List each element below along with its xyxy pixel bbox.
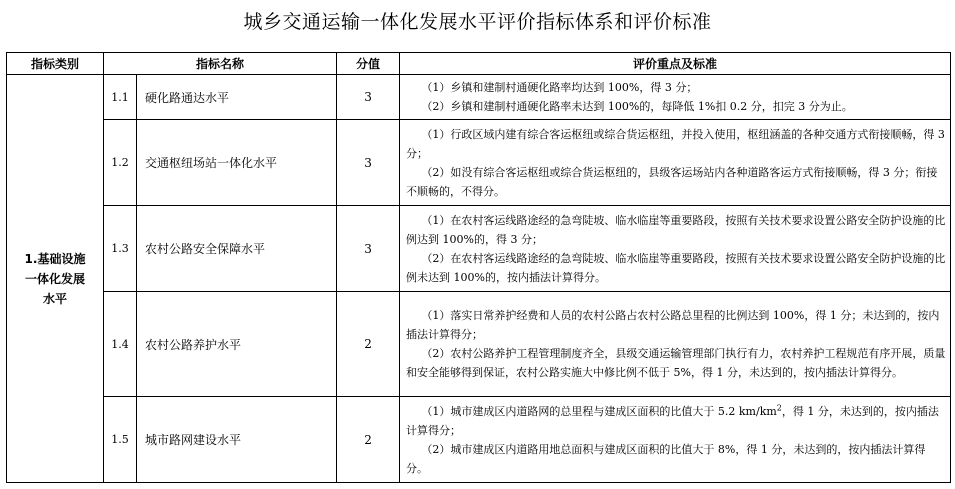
header-criteria: 评价重点及标准 xyxy=(400,53,951,75)
row-number: 1.3 xyxy=(104,206,137,292)
row-number: 1.5 xyxy=(104,397,137,483)
criteria-item: （2）乡镇和建制村通硬化路率未达到 100%的，每降低 1%扣 0.2 分，扣完 3 分为止。 xyxy=(421,100,853,113)
category-cell xyxy=(7,75,104,483)
criteria-cell xyxy=(400,206,951,292)
criteria-item: （1）在农村客运线路途经的急弯陡坡、临水临崖等重要路段，按照有关技术要求设置公路安全防护设施的比例达到 100%的，得 3 分； xyxy=(406,213,946,246)
indicator-name: 农村公路安全保障水平 xyxy=(137,206,337,292)
header-name: 指标名称 xyxy=(104,53,337,75)
criteria-cell xyxy=(400,292,951,397)
page-title: 城乡交通运输一体化发展水平评价指标体系和评价标准 xyxy=(243,11,712,33)
criteria-text: （1）城市建成区内道路网的总里程与建成区面积的比值大于 5.2 km/km xyxy=(421,404,777,418)
superscript-exponent: 2 xyxy=(776,402,782,412)
indicator-score: 2 xyxy=(337,397,400,483)
category-line-1: 1.基础设施 xyxy=(24,251,86,266)
criteria-item: （1）落实日常养护经费和人员的农村公路占农村公路总里程的比例达到 100%，得 1 分；未达到的，按内插法计算得分； xyxy=(406,309,940,341)
indicator-name: 交通枢纽场站一体化水平 xyxy=(137,120,337,206)
row-number: 1.1 xyxy=(104,75,137,120)
criteria-item xyxy=(406,402,946,440)
row-number: 1.2 xyxy=(104,120,137,206)
category-line-3: 水平 xyxy=(42,291,67,306)
row-number: 1.4 xyxy=(104,292,137,397)
indicator-score: 3 xyxy=(337,206,400,292)
indicator-name: 农村公路养护水平 xyxy=(137,292,337,397)
criteria-cell xyxy=(400,120,951,206)
table-row xyxy=(7,206,951,292)
criteria-item: （1）行政区域内建有综合客运枢纽或综合货运枢纽，并投入使用，枢纽涵盖的各种交通方式衔接顺畅，得 3 分； xyxy=(406,127,945,160)
header-score: 分值 xyxy=(337,53,400,75)
evaluation-table xyxy=(6,52,951,483)
criteria-item: （2）城市建成区内道路用地总面积与建成区面积的比值大于 8%，得 1 分，未达到的，按内插法计算得分。 xyxy=(406,442,926,475)
indicator-name: 城市路网建设水平 xyxy=(137,397,337,483)
indicator-score: 3 xyxy=(337,120,400,206)
criteria-cell xyxy=(400,397,951,483)
criteria-item: （1）乡镇和建制村通硬化路率均达到 100%，得 3 分； xyxy=(421,81,698,94)
table-row xyxy=(7,120,951,206)
indicator-score: 2 xyxy=(337,292,400,397)
criteria-cell xyxy=(400,75,951,120)
indicator-score: 3 xyxy=(337,75,400,120)
table-row xyxy=(7,75,951,120)
indicator-name: 硬化路通达水平 xyxy=(137,75,337,120)
criteria-text: ，得 1 分，未达到的，按内插法计算得分； xyxy=(406,404,939,437)
category-line-2: 一体化发展 xyxy=(24,271,85,286)
criteria-item: （2）农村公路养护工程管理制度齐全，县级交通运输管理部门执行有力，农村养护工程规范有序开展，质量和安全能够得到保证，农村公路实施大中修比例不低于 5%，得 1 分，未达到的，按内插法计算得分。 xyxy=(406,347,946,379)
header-category: 指标类别 xyxy=(7,53,104,75)
criteria-item: （2）如没有综合客运枢纽或综合货运枢纽的，县级客运场站内各种道路客运方式衔接顺畅，得 3 分；衔接不顺畅的，不得分。 xyxy=(406,165,938,198)
criteria-item: （2）在农村客运线路途经的急弯陡坡、临水临崖等重要路段，按照有关技术要求设置公路安全防护设施的比例未达到 100%的，按内插法计算得分。 xyxy=(406,251,946,284)
table-row xyxy=(7,397,951,483)
header-row xyxy=(7,53,951,75)
table-row xyxy=(7,292,951,397)
